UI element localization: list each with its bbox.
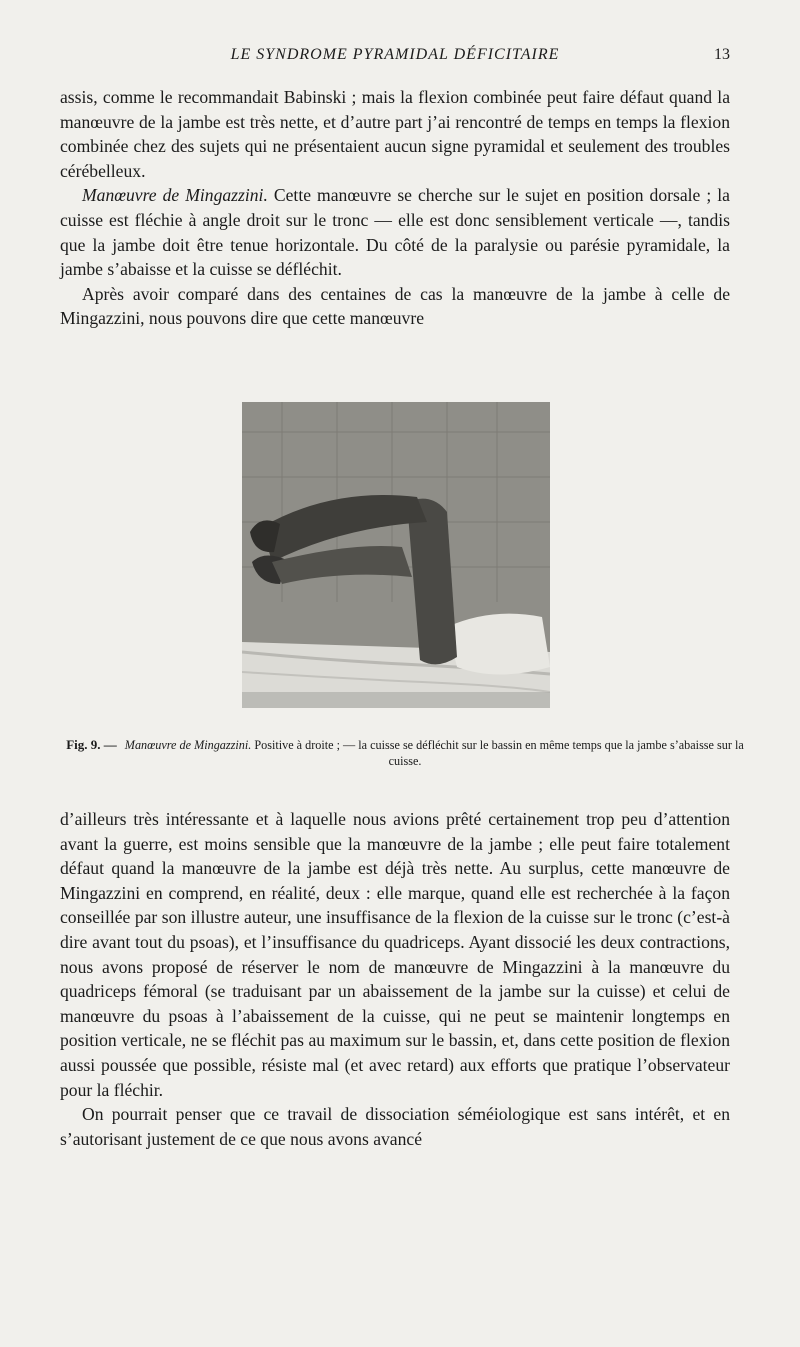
running-header [60, 46, 730, 70]
page-number: 13 [714, 46, 730, 63]
paragraph-2 [60, 183, 730, 281]
paragraph-4: d’ailleurs très intéressante et à laquelle nous avions prêté certainement trop peu d’attention avant la guerre, est moins sensible que la manœuvre de la jambe ; elle peut faire totalement défaut quand la manœuvre de la jambe est déjà très nette. Au surplus, cette manœuvre de Mingazzini en comprend, en réalité, deux : elle marque, quand elle est recherchée à la façon conseillée par son illustre auteur, une insuffisance de la flexion de la cuisse sur le tronc (c’est-à dire avant tout du psoas), et l’insuffisance du quadriceps. Ayant dissocié les deux contractions, nous avons proposé de réserver le nom de manœuvre de Mingazzini à la manœuvre du quadriceps fémoral (se traduisant par un abaissement de la jambe sur la cuisse) et celui de manœuvre du psoas à l’abaissement de la cuisse, qui ne peut se maintenir longtemps en position verticale, ne se fléchit pas au maximum sur le bassin, et, dans cette position de flexion aussi poussée que possible, résiste mal (et avec retard) aux efforts que pratique l’observateur pour la fléchir. [60, 809, 730, 1100]
figure-caption [60, 737, 750, 769]
paragraph-5: On pourrait penser que ce travail de dissociation séméiologique est sans intérêt, et en s’autorisant justement de ce que nous avons avancé [60, 1104, 730, 1149]
caption-title: Manœuvre de Mingazzini. [124, 738, 252, 752]
figure-photograph [242, 402, 550, 708]
caption-text: Positive à droite ; — la cuisse se défléchit sur le bassin en même temps que la jambe s’abaisse sur la cuisse. [251, 738, 744, 768]
text-block-bottom [60, 807, 730, 1151]
paragraph-1: assis, comme le recommandait Babinski ; mais la flexion combinée peut faire défaut quand la manœuvre de la jambe est très nette, et d’autre part j’ai rencontré de temps en temps la flexion combinée chez des sujets qui ne présentaient aucun signe pyramidal et seulement des troubles cérébelleux. [60, 87, 730, 181]
figure-label: Fig. 9. — [66, 737, 117, 752]
text-block-top [60, 85, 730, 331]
paragraph-2-title: Manœuvre de Mingazzini. [82, 185, 268, 206]
paragraph-3: Après avoir comparé dans des centaines de cas la manœuvre de la jambe à celle de Mingazzini, nous pouvons dire que cette manœuvre [60, 283, 730, 329]
paragraph-2-text: Cette manœuvre se cherche sur le sujet en position dorsale ; la cuisse est fléchie à angle droit sur le tronc — elle est donc sensiblement verticale —, tandis que la jambe doit être tenue horizontale. Du côté de la paralysie ou parésie pyramidale, la jambe s’abaisse et la cuisse se défléchit. [60, 185, 730, 280]
leg-photograph-image [242, 402, 550, 708]
running-title: LE SYNDROME PYRAMIDAL DÉFICITAIRE [230, 46, 560, 63]
